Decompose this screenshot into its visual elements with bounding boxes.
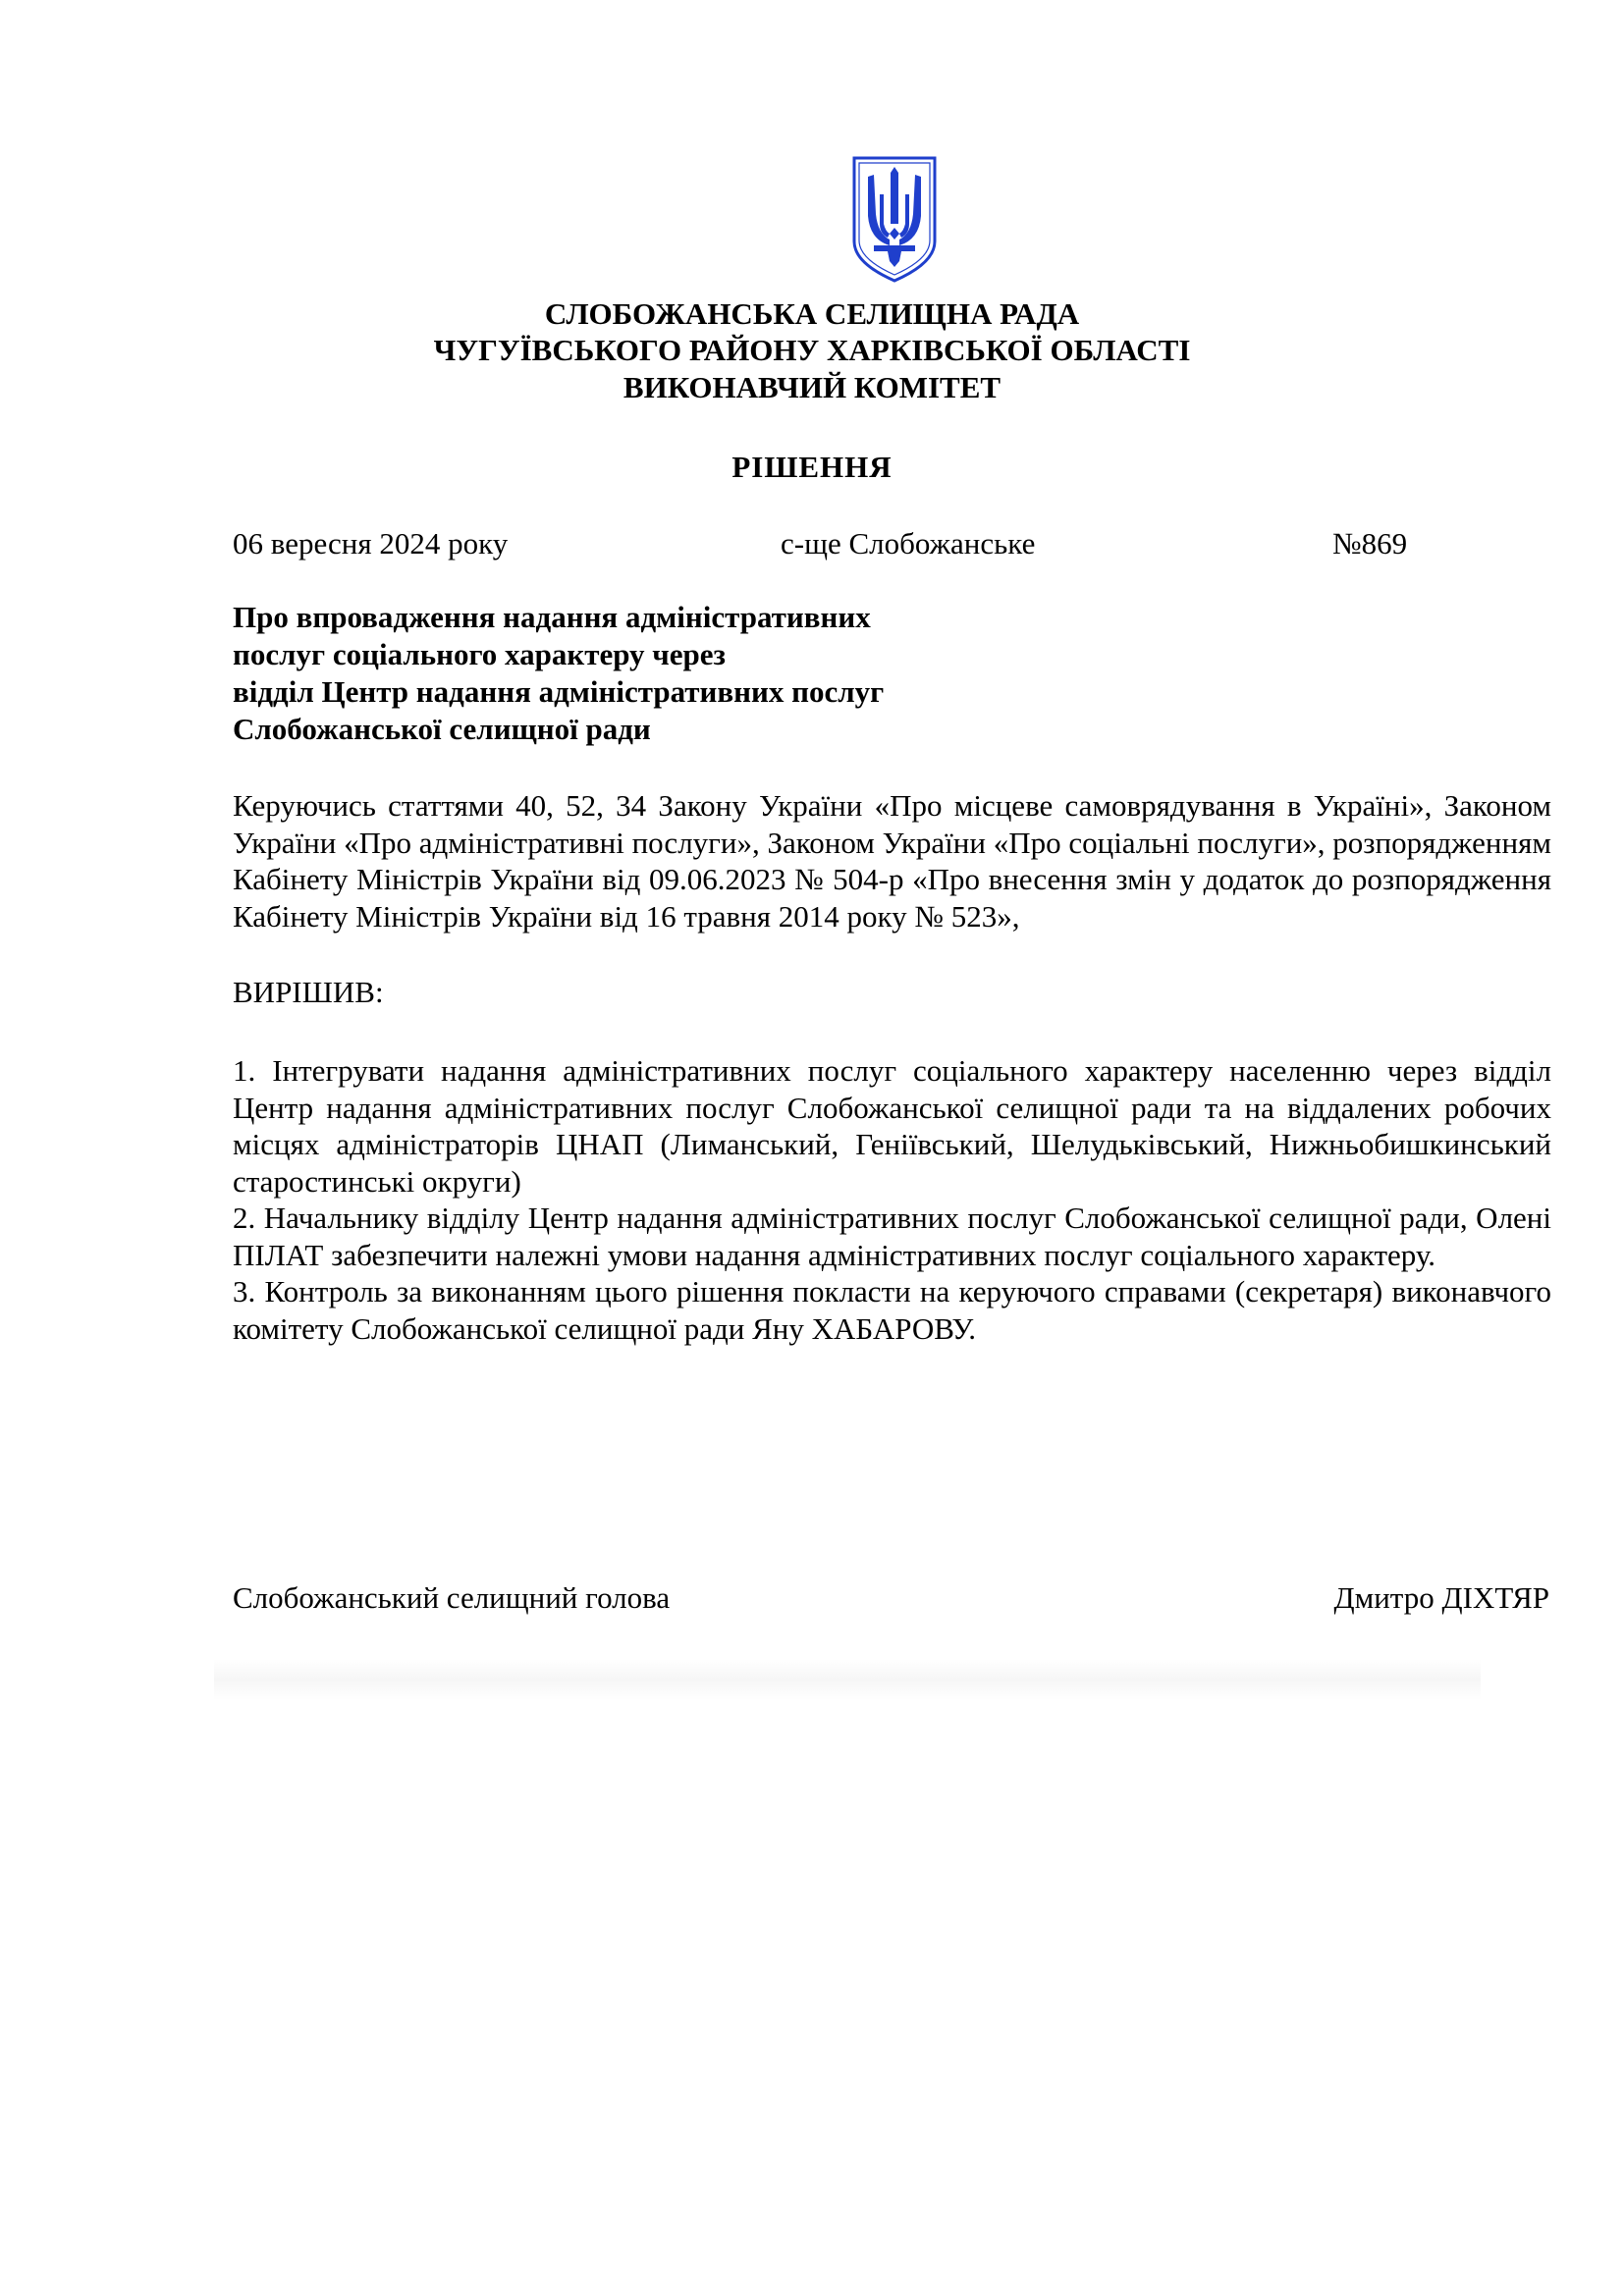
document-number: №869 [1332, 526, 1408, 561]
signatory-name: Дмитро ДІХТЯР [1333, 1580, 1549, 1615]
preamble-paragraph: Керуючись статтями 40, 52, 34 Закону України «Про місцеве самоврядування в Україні», Законом України «Про адміністративні послуги», Законом України «Про соціальні послуги», розпорядженням Кабінету Міністрів України від 09.06.2023 № 504-р «Про внесення змін у додаток до розпорядження Кабінету Міністрів України від 16 травня 2014 року № 523», [233, 788, 1551, 934]
decision-item: 1. Інтегрувати надання адміністративних послуг соціального характеру населенню через відділ Центр надання адміністративних послуг Слобожанської селищної ради та на віддалених робочих місцях адміністраторів ЦНАП (Лиманський, Геніївський, Шелудьківський, Нижньобишкинський старостинські округи) [233, 1053, 1551, 1199]
decision-items [233, 1052, 1551, 1347]
district-title: ЧУГУЇВСЬКОГО РАЙОНУ ХАРКІВСЬКОЇ ОБЛАСТІ [433, 333, 1191, 367]
subject-line: Про впровадження надання адміністративних [233, 600, 871, 634]
signatory-position: Слобожанський селищний голова [233, 1580, 671, 1615]
committee-title: ВИКОНАВЧИЙ КОМІТЕТ [623, 370, 1001, 404]
decided-label: ВИРІШИВ: [233, 975, 384, 1009]
tryzub-coat-of-arms-icon [850, 155, 939, 285]
scan-artifact [214, 1659, 1481, 1700]
document-date: 06 вересня 2024 року [233, 526, 509, 561]
subject-line: Слобожанської селищної ради [233, 712, 651, 746]
decision-subject [233, 599, 884, 748]
subject-line: відділ Центр надання адміністративних послуг [233, 674, 885, 709]
subject-line: послуг соціального характеру через [233, 637, 727, 671]
decision-item: 2. Начальнику відділу Центр надання адміністративних послуг Слобожанської селищної ради, Олені ПІЛАТ забезпечити належні умови надання адміністративних послуг соціального характеру. [233, 1201, 1551, 1272]
document-type: РІШЕННЯ [731, 450, 893, 484]
decision-item: 3. Контроль за виконанням цього рішення покласти на керуючого справами (секретаря) виконавчого комітету Слобожанської селищної ради Яну ХАБАРОВУ. [233, 1274, 1551, 1346]
document-place: с-ще Слобожанське [781, 526, 1036, 561]
organization-title: СЛОБОЖАНСЬКА СЕЛИЩНА РАДА [544, 296, 1080, 331]
